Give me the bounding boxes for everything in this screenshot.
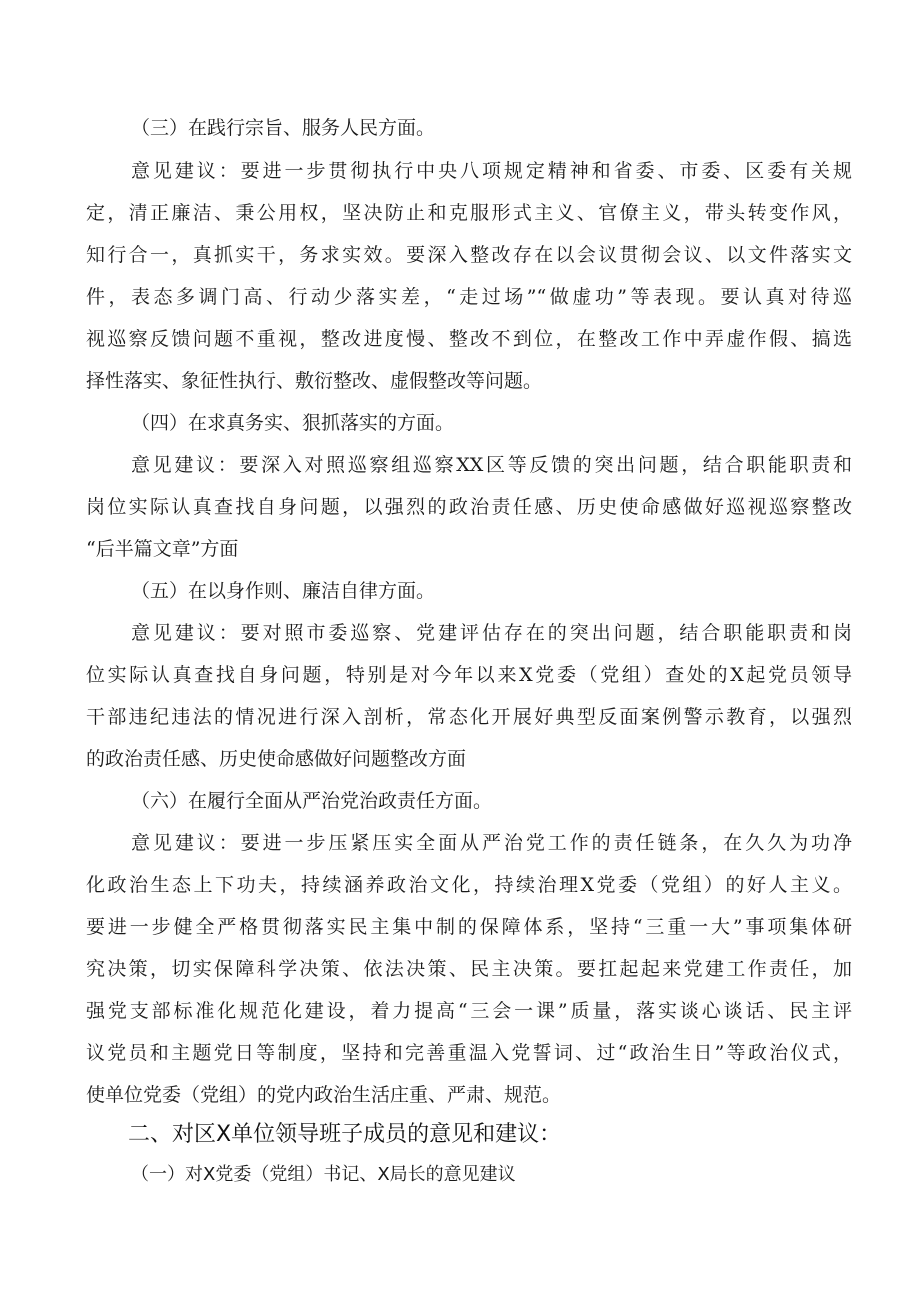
section-5-line-3: 干部违纪违法的情况进行深入剖析，常态化开展好典型反面案例警示教育，以强烈 — [86, 706, 852, 728]
section-6-line-7: 使单位党委（党组）的党内政治生活庄重、严肃、规范。 — [86, 1084, 562, 1106]
section-4-line-2: 岗位实际认真查找自身问题，以强烈的政治责任感、历史使命感做好巡视巡察整改 — [86, 496, 852, 518]
section-3-line-4: 件，表态多调门高、行动少落实差，“走过场”“做虚功”等表现。要认真对待巡 — [86, 286, 852, 308]
section-6-line-3: 要进一步健全严格贯彻落实民主集中制的保障体系，坚持“三重一大”事项集体研 — [86, 916, 852, 938]
section-4-line-3: “后半篇文章”方面 — [86, 538, 239, 560]
section-5-line-1: 意见建议：要对照市委巡察、党建评估存在的突出问题，结合职能职责和岗 — [131, 622, 852, 644]
section-4-line-1: 意见建议：要深入对照巡察组巡察XX区等反馈的突出问题，结合职能职责和 — [131, 454, 852, 476]
section-4-heading: （四）在求真务实、狠抓落实的方面。 — [131, 412, 455, 434]
part-2-heading: 二、对区X单位领导班子成员的意见和建议： — [128, 1122, 562, 1147]
section-3-heading: （三）在践行宗旨、服务人民方面。 — [131, 117, 436, 139]
section-3-line-2: 定，清正廉洁、秉公用权，坚决防止和克服形式主义、官僚主义，带头转变作风， — [86, 202, 852, 224]
section-6-line-5: 强党支部标准化规范化建设，着力提高“三会一课”质量，落实谈心谈话、民主评 — [86, 1000, 852, 1022]
section-3-line-6: 择性落实、象征性执行、敷衍整改、虚假整改等问题。 — [86, 370, 543, 392]
section-6-line-6: 议党员和主题党日等制度，坚持和完善重温入党誓词、过“政治生日”等政治仪式， — [86, 1042, 852, 1064]
section-5-line-2: 位实际认真查找自身问题，特别是对今年以来X党委（党组）查处的X起党员领导 — [86, 664, 852, 686]
section-6-heading: （六）在履行全面从严治党治政责任方面。 — [131, 790, 493, 812]
section-6-line-4: 究决策，切实保障科学决策、依法决策、民主决策。要扛起起来党建工作责任，加 — [86, 958, 852, 980]
section-6-line-2: 化政治生态上下功夫，持续涵养政治文化，持续治理X党委（党组）的好人主义。 — [86, 874, 852, 896]
section-3-line-3: 知行合一，真抓实干，务求实效。要深入整改存在以会议贯彻会议、以文件落实文 — [86, 244, 852, 266]
section-3-line-1: 意见建议：要进一步贯彻执行中央八项规定精神和省委、市委、区委有关规 — [131, 160, 852, 182]
section-3-line-5: 视巡察反馈问题不重视，整改进度慢、整改不到位，在整改工作中弄虚作假、搞选 — [86, 328, 852, 350]
section-5-line-4: 的政治责任感、历史使命感做好问题整改方面 — [86, 748, 467, 770]
part-2-subheading-1: （一）对X党委（党组）书记、X局长的意见建议 — [131, 1164, 516, 1185]
section-6-line-1: 意见建议：要进一步压紧压实全面从严治党工作的责任链条，在久久为功净 — [131, 832, 852, 854]
section-5-heading: （五）在以身作则、廉洁自律方面。 — [131, 580, 436, 602]
